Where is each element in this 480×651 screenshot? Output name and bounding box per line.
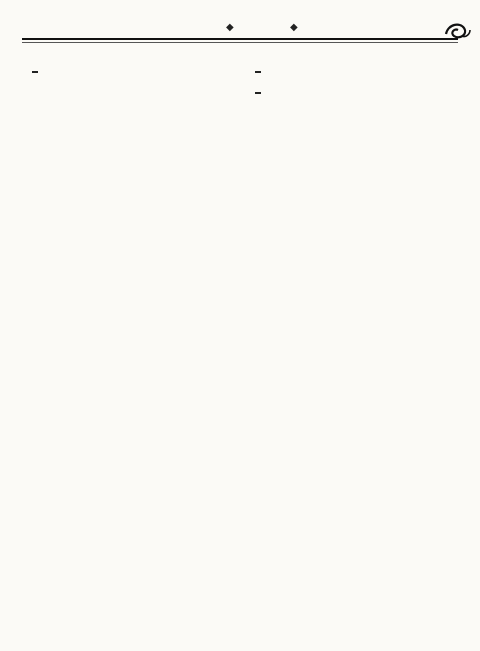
page-header: [22, 18, 458, 40]
right-column: [255, 58, 460, 629]
section-tag: [255, 92, 261, 94]
section-paragraph: [255, 64, 460, 79]
section-paragraph: [255, 85, 460, 100]
diamond-icon: ◆: [226, 22, 234, 33]
header-rule-thin: [22, 42, 458, 43]
header-rule: [22, 38, 458, 40]
section-tag: [32, 71, 38, 73]
diamond-icon: ◆: [290, 22, 298, 33]
left-column: [32, 58, 237, 629]
section-paragraph: [32, 64, 237, 79]
section-tag: [255, 71, 261, 73]
